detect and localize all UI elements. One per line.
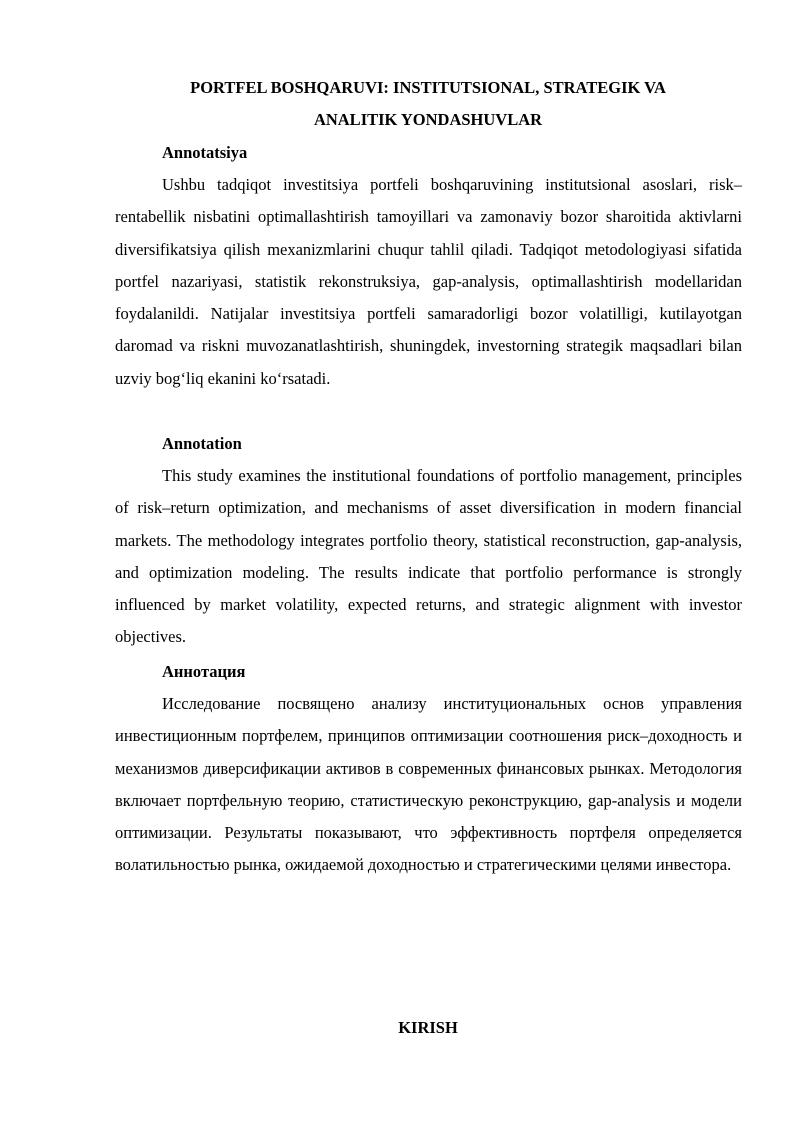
title-line-2: ANALITIK YONDASHUVLAR (313, 110, 543, 129)
paper-title (100, 72, 756, 136)
abstract-russian-text: Исследование посвящено анализу институциональных основ управления инвестиционным портфелем, принципов оптимизации соотношения риск–доходность и механизмов диверсификации активов в современных финансовых рынках. Методология включает портфельную теорию, статистическую реконструкцию, gap-analysis и модели оптимизации. Результаты показывают, что эффективность портфеля определяется волатильностью рынка, ожидаемой доходностью и стратегическими целями инвестора. (115, 694, 742, 875)
introduction-heading: KIRISH (398, 1018, 458, 1037)
title-line-1: PORTFEL BOSHQARUVI: INSTITUTSIONAL, STRATEGIK VA (190, 78, 666, 97)
abstract-english-text: This study examines the institutional foundations of portfolio management, principles of risk–return optimization, and mechanisms of asset diversification in modern financial markets. The methodology integrates portfolio theory, statistical reconstruction, gap-analysis, and optimization modeling. The results indicate that portfolio performance is strongly influenced by market volatility, expected returns, and strategic alignment with investor objectives. (115, 466, 742, 647)
abstract-russian-heading: Аннотация (162, 662, 246, 681)
abstract-uzbek (115, 137, 742, 395)
abstract-english-heading: Annotation (162, 434, 242, 453)
abstract-uzbek-heading: Annotatsiya (162, 143, 248, 162)
abstract-uzbek-text: Ushbu tadqiqot investitsiya portfeli boshqaruvining institutsional asoslari, risk–rentabellik nisbatini optimallashtirish tamoyillari va zamonaviy bozor sharoitida aktivlarni diversifikatsiya qilish mexanizmlarini chuqur tahlil qiladi. Tadqiqot metodologiyasi sifatida portfel nazariyasi, statistik rekonstruksiya, gap-analysis, optimallashtirish modellaridan foydalanildi. Natijalar investitsiya portfeli samaradorligi bozor volatilligi, kutilayotgan daromad va riskni muvozanatlashtirish, shuningdek, investorning strategik maqsadlari bilan uzviy bog‘liq ekanini ko‘rsatadi. (115, 175, 742, 388)
abstract-russian (115, 656, 742, 882)
abstract-english (115, 428, 742, 654)
